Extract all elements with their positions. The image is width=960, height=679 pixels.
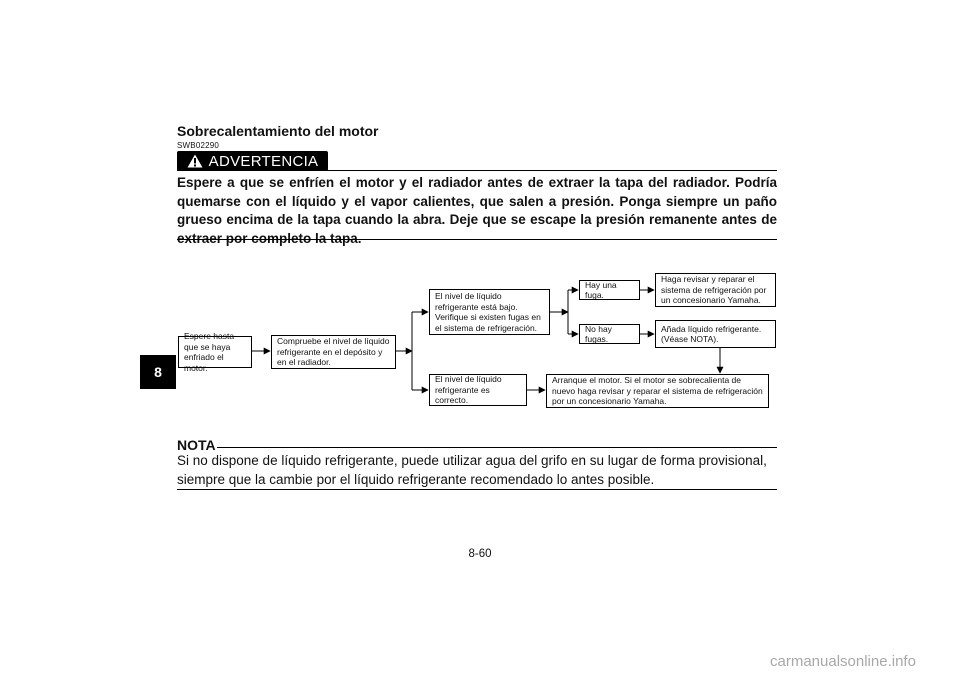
warning-text: Espere a que se enfríen el motor y el radiador antes de extraer la tapa del radiador. Podría quemarse con el líquido y el vapor calientes, que salen a presión. Ponga siempre un paño grueso encima de la tapa cuando la abra. Deje que se escape la presión remanente antes de extraer por completo la tapa. [177,175,777,246]
flow-box-check-level: Compruebe el nivel de líquido refrigerante en el depósito y en el radiador. [271,335,396,369]
flow-box-no-leak: No hay fugas. [579,324,640,344]
warning-label: ADVERTENCIA [208,152,319,170]
nota-text: Si no dispone de líquido refrigerante, puede utilizar agua del grifo en su lugar de forma provisional, siempre que la cambie por el líquido refrigerante recomendado lo antes posible. [177,453,767,487]
flow-box-level-low: El nivel de líquido refrigerante está bajo. Verifique si existen fugas en el sistema de refrigeración. [429,289,550,335]
flow-box-add-coolant: Añada líquido refrigerante. (Véase NOTA). [655,320,776,348]
nota-label: NOTA [177,437,216,453]
page-number: 8-60 [468,548,492,560]
flow-box-repair: Haga revisar y reparar el sistema de refrigeración por un concesionario Yamaha. [655,273,776,307]
flow-box-start-engine: Arranque el motor. Si el motor se sobrecalienta de nuevo haga revisar y reparar el sistema de refrigeración por un concesionario Yamaha. [546,374,769,408]
nota-bottom-divider [177,489,777,490]
flow-box-level-correct: El nivel de líquido refrigerante es correcto. [429,374,527,406]
section-title: Sobrecalentamiento del motor [177,123,379,139]
flow-box-wait: Espere hasta que se haya enfriado el motor. [178,336,252,368]
nota-divider [217,447,777,448]
document-code: SWB02290 [177,141,220,150]
chapter-tab: 8 [140,355,176,389]
flow-box-leak: Hay una fuga. [579,280,640,300]
watermark: carmanualsonline.info [770,653,916,670]
